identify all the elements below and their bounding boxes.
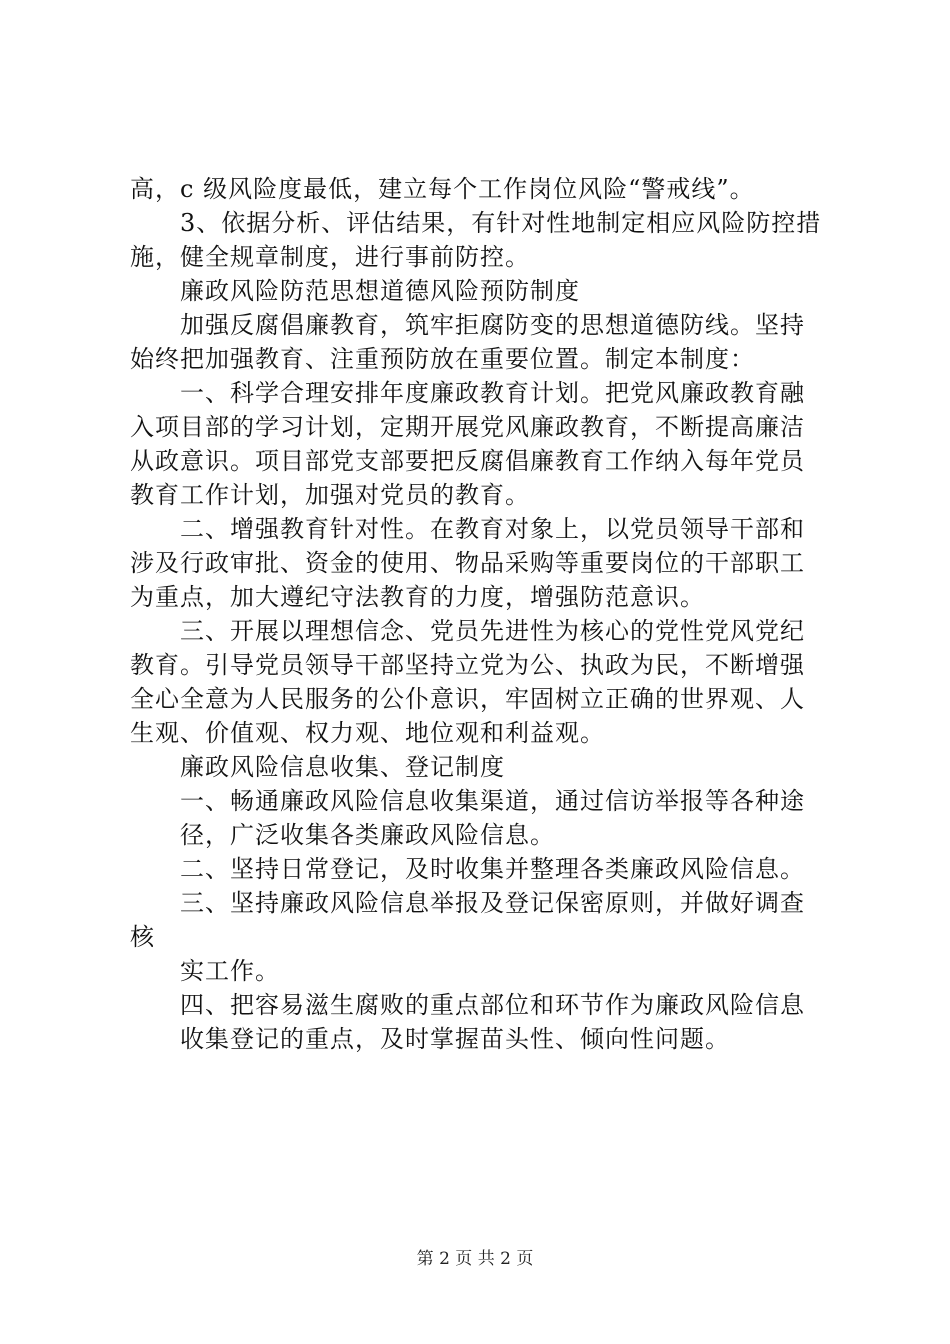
section-heading-info: 廉政风险信息收集、登记制度 <box>180 753 505 781</box>
text-line-24: 实工作。 <box>180 957 280 985</box>
text-line-11: 二、增强教育针对性。在教育对象上，以党员领导干部和 <box>180 515 805 543</box>
text-line-26: 收集登记的重点，及时掌握苗头性、倾向性问题。 <box>180 1025 730 1053</box>
text-line-15: 教育。引导党员领导干部坚持立党为公、执政为民，不断增强 <box>130 651 805 679</box>
text-line-7: 一、科学合理安排年度廉政教育计划。把党风廉政教育融 <box>180 379 805 407</box>
text-line-23: 核 <box>130 923 155 951</box>
text-line-25: 四、把容易滋生腐败的重点部位和环节作为廉政风险信息 <box>180 991 805 1019</box>
text-line-20: 径，广泛收集各类廉政风险信息。 <box>180 821 555 849</box>
text-line-21: 二、坚持日常登记，及时收集并整理各类廉政风险信息。 <box>180 855 805 883</box>
section-heading-ethics: 廉政风险防范思想道德风险预防制度 <box>180 277 580 305</box>
text-line-2: 3、依据分析、评估结果，有针对性地制定相应风险防控措 <box>180 209 822 237</box>
text-line-5: 加强反腐倡廉教育，筑牢拒腐防变的思想道德防线。坚持 <box>180 311 805 339</box>
text-line-17: 生观、价值观、权力观、地位观和利益观。 <box>130 719 605 747</box>
text-line-12: 涉及行政审批、资金的使用、物品采购等重要岗位的干部职工 <box>130 549 805 577</box>
text-line-9: 从政意识。项目部党支部要把反腐倡廉教育工作纳入每年党员 <box>130 447 805 475</box>
text-line-6: 始终把加强教育、注重预防放在重要位置。制定本制度： <box>130 345 755 373</box>
text-line-10: 教育工作计划，加强对党员的教育。 <box>130 481 530 509</box>
text-line-19: 一、畅通廉政风险信息收集渠道，通过信访举报等各种途 <box>180 787 805 815</box>
text-line-16: 全心全意为人民服务的公仆意识，牢固树立正确的世界观、人 <box>130 685 805 713</box>
text-line-13: 为重点，加大遵纪守法教育的力度，增强防范意识。 <box>130 583 705 611</box>
text-line-3: 施，健全规章制度，进行事前防控。 <box>130 243 530 271</box>
text-line-14: 三、开展以理想信念、党员先进性为核心的党性党风党纪 <box>180 617 805 645</box>
text-line-22: 三、坚持廉政风险信息举报及登记保密原则，并做好调查 <box>180 889 805 917</box>
text-line-8: 入项目部的学习计划，定期开展党风廉政教育，不断提高廉洁 <box>130 413 805 441</box>
text-line-1: 高，c 级风险度最低，建立每个工作岗位风险“警戒线”。 <box>130 175 755 203</box>
page-footer: 第 2 页 共 2 页 <box>416 1249 534 1269</box>
